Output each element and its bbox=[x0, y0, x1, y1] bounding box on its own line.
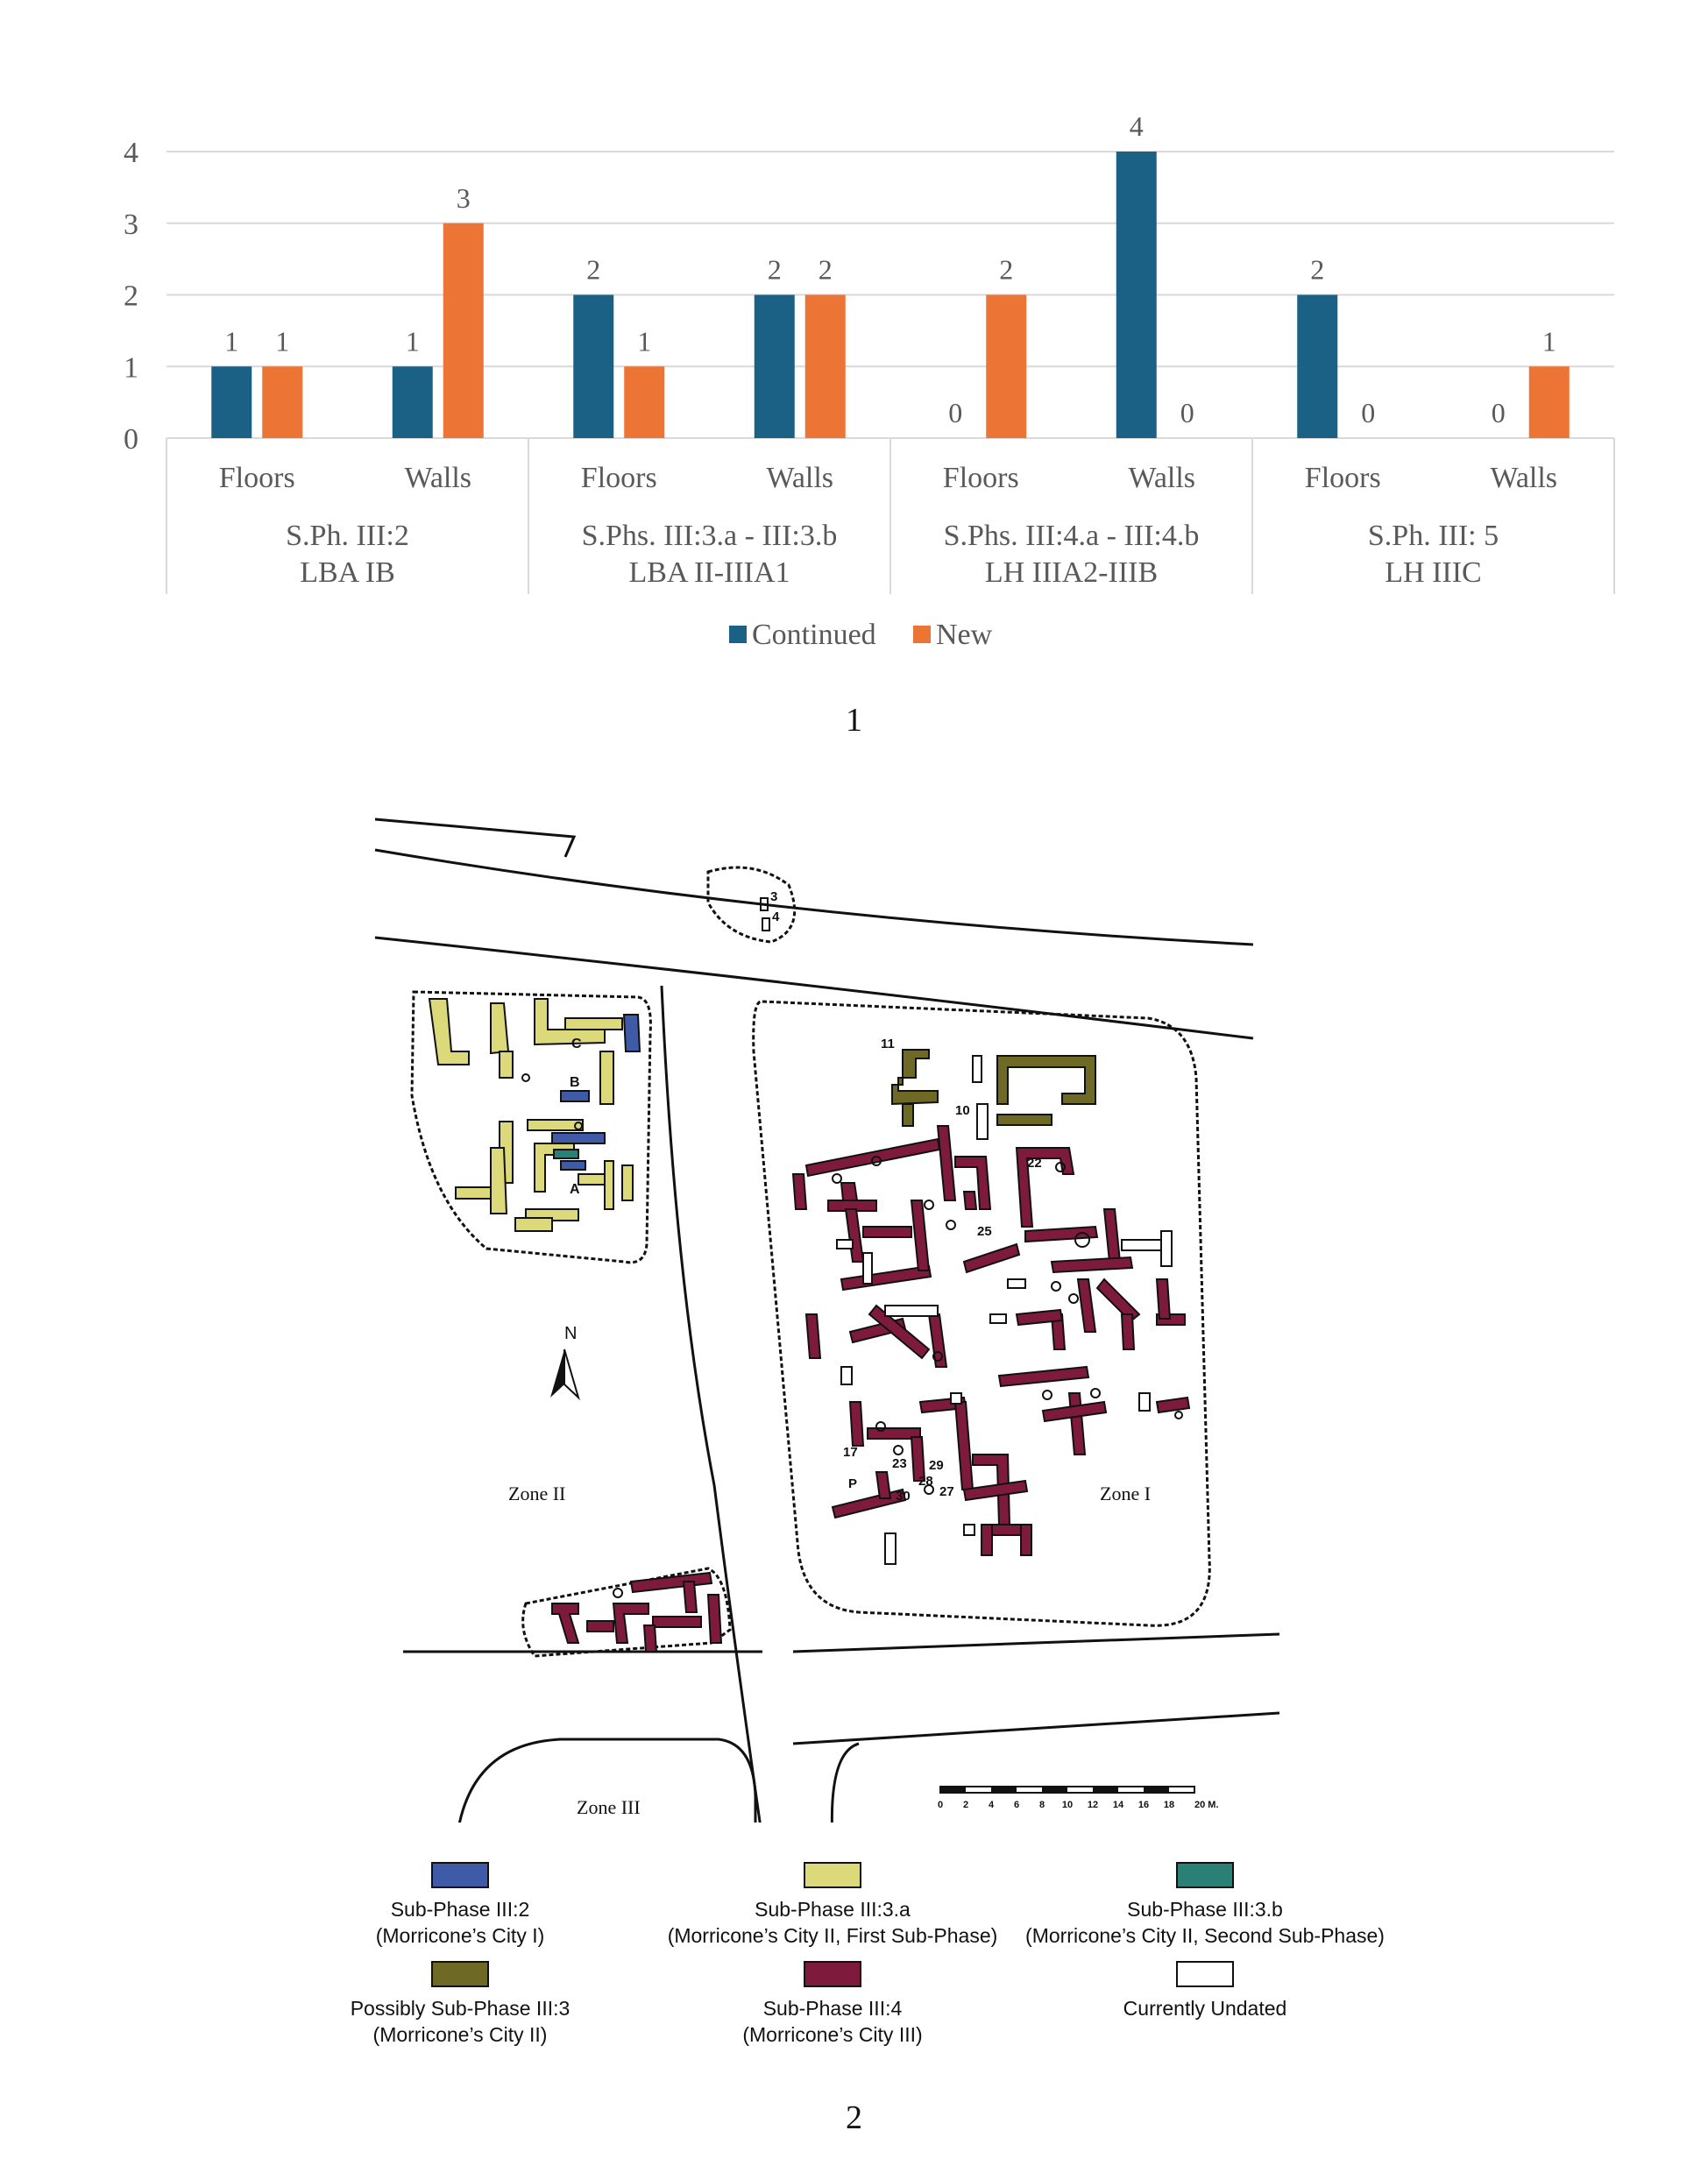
scale-tick-label: 2 bbox=[962, 1800, 969, 1810]
data-label: 0 bbox=[1180, 397, 1194, 428]
category-label: Floors bbox=[218, 462, 295, 494]
group-sublabel: LH IIIA2-IIIB bbox=[984, 556, 1159, 589]
data-label: 2 bbox=[586, 253, 601, 286]
legend-swatch-continued bbox=[729, 626, 747, 643]
bar-new bbox=[986, 295, 1026, 439]
legend-line2: (Morricone’s City III) bbox=[742, 2022, 923, 2046]
legend-item-undated bbox=[960, 1961, 1450, 2022]
data-label: 2 bbox=[767, 253, 782, 286]
zone-3-label: Zone III bbox=[577, 1796, 641, 1818]
bar-chart bbox=[0, 0, 1708, 683]
legend-item-subphase-3-3b bbox=[960, 1862, 1450, 1950]
legend-line2: (Morricone’s City II, First Sub-Phase) bbox=[667, 1923, 998, 1947]
scale-tick-label: 10 bbox=[1061, 1800, 1074, 1810]
figure-label-2: 2 bbox=[846, 2099, 862, 2136]
data-label: 1 bbox=[224, 325, 239, 357]
legend-line1: Sub-Phase III:4 bbox=[762, 1997, 903, 2020]
legend-swatch bbox=[804, 1862, 861, 1888]
legend-label-continued: Continued bbox=[752, 619, 876, 651]
data-label: 1 bbox=[275, 325, 290, 357]
legend-line1: Sub-Phase III:2 bbox=[390, 1898, 530, 1921]
data-label: 0 bbox=[1361, 397, 1376, 428]
y-tick-label: 4 bbox=[124, 137, 138, 169]
find-number: 27 bbox=[939, 1484, 954, 1499]
legend-line2: (Morricone’s City II) bbox=[372, 2022, 548, 2046]
north-arrow-icon bbox=[550, 1324, 578, 1398]
group-label: S.Ph. III:2 bbox=[286, 520, 409, 552]
scale-tick-label: 14 bbox=[1112, 1800, 1124, 1810]
data-label: 2 bbox=[1310, 253, 1325, 286]
scale-tick-label: 16 bbox=[1137, 1800, 1150, 1810]
find-marker-4 bbox=[762, 918, 769, 931]
legend-swatch bbox=[804, 1961, 861, 1987]
find-number: 10 bbox=[955, 1103, 970, 1118]
find-number: 3 bbox=[770, 889, 778, 904]
legend-line1: Currently Undated bbox=[1123, 1997, 1287, 2020]
find-number: 22 bbox=[1027, 1156, 1042, 1171]
find-number: 29 bbox=[929, 1458, 944, 1473]
category-label: Floors bbox=[942, 462, 1019, 494]
zone-2-label: Zone II bbox=[508, 1483, 566, 1504]
group-label: S.Ph. III: 5 bbox=[1367, 520, 1499, 552]
bar-continued bbox=[1116, 152, 1157, 438]
bar-continued bbox=[1297, 295, 1337, 439]
category-label: Walls bbox=[766, 462, 834, 494]
bar-new bbox=[262, 366, 302, 438]
find-number: 17 bbox=[843, 1445, 858, 1460]
category-label: Floors bbox=[580, 462, 657, 494]
find-number: P bbox=[848, 1476, 858, 1491]
scale-tick-label: 6 bbox=[1013, 1800, 1020, 1810]
y-tick-label: 3 bbox=[124, 208, 138, 241]
data-label: 1 bbox=[1541, 325, 1556, 357]
legend-swatch bbox=[1176, 1862, 1234, 1888]
area-label-a: A bbox=[570, 1182, 580, 1197]
find-number: 30 bbox=[896, 1489, 911, 1504]
bar-new bbox=[1529, 366, 1570, 438]
find-number: 28 bbox=[918, 1474, 933, 1489]
zone-3-walls bbox=[552, 1573, 721, 1652]
scale-tick-labels bbox=[938, 1800, 1219, 1810]
y-tick-label: 0 bbox=[124, 423, 138, 456]
find-number: 23 bbox=[892, 1456, 907, 1471]
bar-continued bbox=[755, 295, 795, 439]
data-label: 2 bbox=[818, 253, 833, 286]
category-label: Floors bbox=[1304, 462, 1381, 494]
area-label-c: C bbox=[571, 1037, 582, 1051]
bar-continued bbox=[393, 366, 433, 438]
bar-new bbox=[805, 295, 846, 439]
legend-line1: Sub-Phase III:3.b bbox=[1127, 1898, 1283, 1921]
bar-new bbox=[624, 366, 664, 438]
legend-swatch bbox=[1176, 1961, 1234, 1987]
bar-new bbox=[443, 223, 484, 438]
category-label: Walls bbox=[1490, 462, 1558, 494]
scale-tick-label: 8 bbox=[1038, 1800, 1045, 1810]
legend-swatch bbox=[431, 1862, 489, 1888]
group-sublabel: LBA II-IIIA1 bbox=[628, 556, 790, 589]
group-sublabel: LH IIIC bbox=[1385, 556, 1482, 589]
scale-bar bbox=[938, 1787, 1219, 1810]
group-sublabel: LBA IB bbox=[300, 556, 395, 589]
data-label: 0 bbox=[948, 397, 963, 428]
data-label: 3 bbox=[456, 181, 471, 214]
bar-continued bbox=[211, 366, 252, 438]
y-tick-label: 2 bbox=[124, 280, 138, 313]
data-label: 1 bbox=[637, 325, 652, 357]
zone-2-walls bbox=[429, 999, 640, 1231]
legend-line2: (Morricone’s City II, Second Sub-Phase) bbox=[1025, 1923, 1385, 1947]
y-tick-label: 1 bbox=[124, 351, 138, 385]
figure-label-1: 1 bbox=[846, 702, 862, 739]
scale-tick-label: 4 bbox=[988, 1800, 995, 1810]
legend-label-new: New bbox=[936, 619, 993, 651]
find-number: 11 bbox=[881, 1037, 895, 1051]
scale-tick-label: 12 bbox=[1087, 1800, 1099, 1810]
bar-continued bbox=[573, 295, 613, 439]
data-label: 2 bbox=[999, 253, 1014, 286]
category-label: Walls bbox=[1128, 462, 1196, 494]
scale-tick-label: 20 M. bbox=[1194, 1800, 1219, 1810]
legend-swatch bbox=[431, 1961, 489, 1987]
area-label-b: B bbox=[570, 1075, 580, 1090]
data-label: 4 bbox=[1129, 110, 1144, 142]
north-label: N bbox=[564, 1324, 578, 1343]
scale-tick-label: 18 bbox=[1163, 1800, 1175, 1810]
find-number: 4 bbox=[772, 910, 780, 924]
zone-1-label: Zone I bbox=[1100, 1483, 1152, 1504]
scale-tick-label: 0 bbox=[937, 1800, 944, 1810]
category-label: Walls bbox=[404, 462, 472, 494]
data-label: 0 bbox=[1491, 397, 1506, 428]
legend-line1: Sub-Phase III:3.a bbox=[755, 1898, 911, 1921]
legend-swatch-new bbox=[913, 626, 931, 643]
find-number: 25 bbox=[977, 1224, 992, 1239]
zone-1-olive-walls bbox=[892, 1050, 1095, 1126]
site-plan-map bbox=[0, 789, 1708, 1823]
group-label: S.Phs. III:3.a - III:3.b bbox=[581, 520, 838, 552]
legend-line2: (Morricone’s City I) bbox=[375, 1923, 545, 1947]
data-label: 1 bbox=[405, 325, 420, 357]
legend-line1: Possibly Sub-Phase III:3 bbox=[350, 1997, 571, 2020]
group-label: S.Phs. III:4.a - III:4.b bbox=[943, 520, 1200, 552]
street-lines bbox=[375, 819, 1279, 1823]
